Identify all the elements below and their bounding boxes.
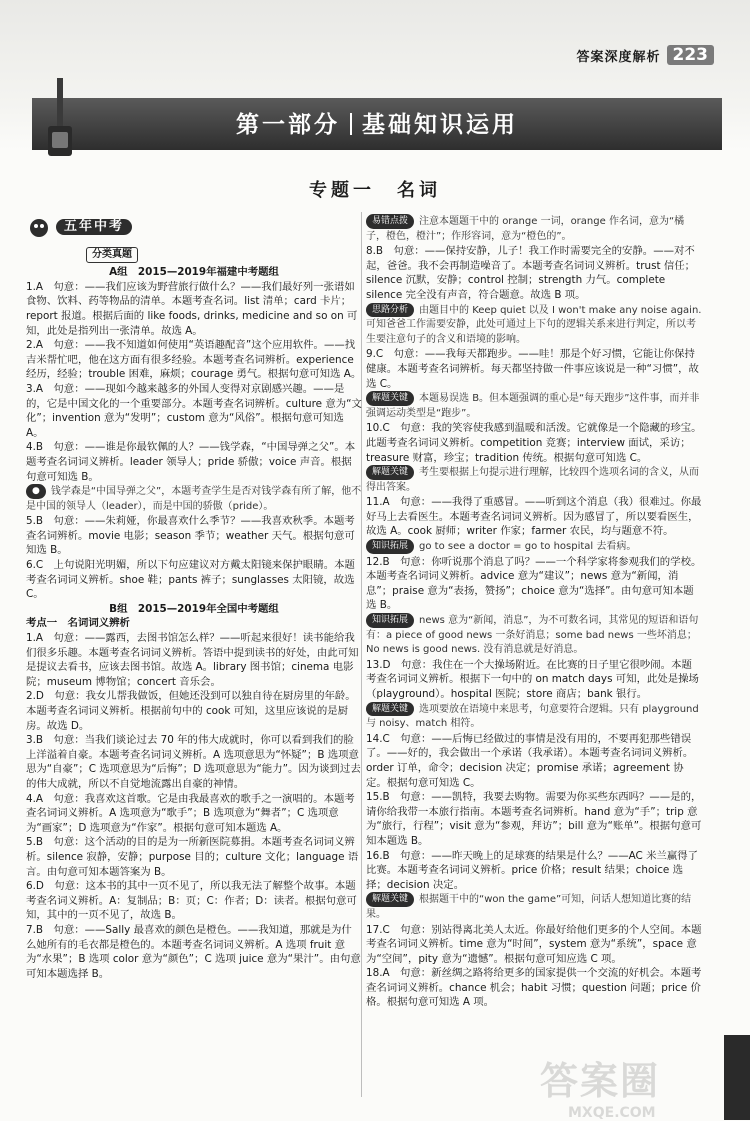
watermark (540, 1050, 720, 1121)
note-text: 根据题干中的“won the game”可知，问话人想知道比赛的结果。 (366, 894, 692, 920)
item-note (366, 702, 702, 732)
section-title: 专题一 名词 (309, 180, 441, 201)
note-pill: 知识拓展 (366, 539, 414, 554)
note-pill: 解题关键 (366, 465, 414, 480)
page-number: 223 (667, 45, 715, 65)
answer-item: 1.A 句意：——我们应该为野营旅行做什么？——我们最好列一张谱如食物、饮料、药等物品的清单。本题考查名词。list 清单；card 卡片；report 报道。根据后面的 like foods, drinks, medicine and so on 可知，此处是指列出一张清单。故选 A。 (26, 280, 358, 337)
answer-item: 2.D 句意：我女儿帮我做饭，但她还没到可以独自待在厨房里的年龄。本题考查名词词义辨析。根据前句中的 cook 可知，这里应该说的是厨房。故选 D。 (26, 690, 356, 732)
answer-item: 6.D 句意：这本书的其中一页不见了，所以我无法了解整个故事。本题考查名词义辨析。A：复制品；B：页；C：作者；D：读者。根据句意可知，其中的一页不见了，故选 B。 (26, 880, 357, 922)
note-pill: 解题关键 (366, 702, 414, 717)
item-note (366, 303, 702, 348)
answer-item: 11.A 句意：——我得了重感冒。——听到这个消息（我）很难过。你最好马上去看医生。本题考查名词词义辨析。因为感冒了，所以要看医生，故选 A。cook 厨师；writer 作家；farmer 农民，均与题意不符。 (366, 496, 702, 538)
page-header (576, 44, 714, 66)
answer-item: 16.B 句意：——昨天晚上的足球赛的结果是什么？——AC 米兰赢得了比赛。本题考查名词词义辨析。price 价格；result 结果；choice 选择；decision 决定。 (366, 849, 699, 891)
answer-item: 13.D 句意：我住在一个大操场附近。在比赛的日子里它很吵闹。本题考查名词词义辨析。根据下一句中的 on match days 可知，此处是操场（playground）。hospital 医院；store 商店；bank 银行。 (366, 658, 699, 700)
note-pill: 解题关键 (366, 892, 414, 907)
answer-item: 15.B 句意：——凯特，我要去购物。需要为你买些东西吗？——是的，请你给我带一本旅行指南。本题考查名词辨析。hand 意为“手”；trip 意为“旅行，行程”；visit 意为“参观，拜访”；bill 意为“账单”。根据句意可知本题选 B。 (366, 791, 702, 847)
answer-item: 6.C 上句说阳光明媚，所以下句应建议对方戴太阳镜来保护眼睛。本题考查名词词义辨析。shoe 鞋；pants 裤子；sunglasses 太阳镜，故选 C。 (26, 559, 355, 601)
answer-item: 10.C 句意：我的笑容使我感到温暖和活泼。它就像是一个隐藏的珍宝。此题考查名词词义辨析。competition 竞赛；interview 面试，采访；treasure 财富，珍宝；tradition 传统。根据句意可知选 C。 (366, 422, 702, 464)
group-a-title: A组 2015—2019年福建中考题组 (109, 266, 279, 279)
mascot-icon (26, 216, 52, 238)
page-edge-tab (724, 1035, 750, 1120)
answer-item: 12.B 句意：你听说那个消息了吗？——一个科学家将参观我们的学校。本题考查名词词义辨析。advice 意为“建议”；news 意为“新闻，消息”；praise 意为“表扬，赞扬”；choice 意为“选择”。由句意可知本题选 B。 (366, 555, 702, 612)
sub-badge: 分类真题 (86, 247, 138, 264)
answer-item: 1.A 句意：——露西，去图书馆怎么样？——听起来很好！读书能给我们很多乐趣。本题考查名词词义辨析。答语中提到读书的好处，由此可知是提议去看书，应该去图书馆。故选 A。library 图书馆；cinema 电影院；museum 博物馆；concert 音乐会。 (26, 632, 359, 688)
note-text: go to see a doctor = go to hospital 去看病。 (419, 541, 637, 553)
item-note (366, 539, 702, 555)
banner-subtitle: 基础知识运用 (362, 112, 518, 138)
badge-title: 五年中考 (56, 219, 132, 236)
banner-separator (350, 113, 352, 135)
note-text: 钱学森是“中国导弹之父”，本题考查学生是否对钱学森有所了解，他不是中国的领导人（leader），而是中国的骄傲（pride）。 (26, 486, 362, 512)
answer-item: 4.B 句意：——谁是你最钦佩的人？——钱学森，“中国导弹之父”。本题考查名词词义辨析。leader 领导人；pride 骄傲；voice 声音。根据句意可知选 B。 (26, 441, 356, 483)
note-text: 由题目中的 Keep quiet 以及 I won't make any noise again. 可知爸爸工作需要安静，此处可通过上下句的逻辑关系来进行判定，所以考生要注意句子的含义和语境的影响。 (366, 304, 702, 345)
answer-item: 3.B 句意：当我们谈论过去 70 年的伟大成就时，你可以看到我们的脸上洋溢着自豪。本题考查名词词义辨析。A 选项意思为“怀疑”；B 选项意思为“自豪”；C 选项意思为“后悔”；D 选项意思为“能力”。因为谈到过去的伟大成就，所以不自觉地流露出自豪的神情。 (26, 734, 361, 790)
part-banner (32, 98, 722, 150)
right-column (366, 214, 702, 1010)
item-note (366, 613, 702, 658)
answer-item: 2.A 句意：——我不知道如何使用“英语趣配音”这个应用软件。——找吉米帮忙吧，他在这方面有很多经验。本题考查名词辨析。experience 经历，经验；trouble 困难，麻烦；courage 勇气。根据句意可知选 A。 (26, 339, 362, 381)
item-note (366, 892, 702, 922)
watermark-url: MXQE.COM (568, 1105, 656, 1121)
answer-item: 8.B 句意：——保持安静，儿子！我工作时需要完全的安静。——对不起，爸爸。我不会再制造噪音了。本题考查名词词义辨析。trust 信任；silence 沉默，安静；control 控制；strength 力气。complete silence 完全没有声音，符合题意。故选 B 项。 (366, 245, 696, 301)
item-note (26, 484, 362, 514)
note-text: news 意为“新闻，消息”，为不可数名词，其常见的短语和语句有：a piece of good news 一条好消息；some bad news 一些坏消息；No news is good news. 没有消息就是好消息。 (366, 615, 699, 656)
item-note (366, 391, 702, 421)
group-b-title: B组 2015—2019年全国中考题组 (109, 602, 279, 615)
answer-item: 3.A 句意：——现如今越来越多的外国人变得对京剧感兴趣。——是的，它是中国文化的一个重要部分。本题考查名词辨析。culture 意为“文化”；invention 意为“发明”；custom 意为“风俗”。根据句意可知选 A。 (26, 382, 362, 439)
note-text: 选项要放在语境中来思考，句意要符合逻辑。只有 playground 与 noisy、match 相符。 (366, 703, 699, 730)
left-column (26, 214, 362, 981)
answer-item: 18.A 句意：新丝绸之路将给更多的国家提供一个交流的好机会。本题考查名词词义辨析。chance 机会；habit 习惯；question 问题；price 价格。根据句意可知选 A 项。 (366, 967, 702, 1009)
note-text: 注意本题题干中的 orange 一词，orange 作名词，意为“橘子，橙色，橙汁”；作形容词，意为“橙色的”。 (366, 216, 685, 242)
five-year-badge (26, 216, 132, 238)
answer-item: 4.A 句意：我喜欢这首歌。它是由我最喜欢的歌手之一演唱的。本题考查名词词义辨析。A 选项意为“歌手”；B 选项意为“舞者”；C 选项意为“画家”；D 选项意为“作家”。根据句意可知本题选 A。 (26, 792, 355, 834)
note-pill: ● (26, 484, 46, 499)
note-pill: 易错点拨 (366, 214, 414, 229)
note-text: 本题易误选 B。但本题强调的重心是“每天跑步”这件事，而并非强调运动类型是“跑步”。 (366, 393, 700, 419)
watermark-logo: 答案圈 (540, 1059, 661, 1103)
item-note (366, 465, 702, 495)
banner-title (32, 106, 722, 139)
note-pill: 解题关键 (366, 391, 414, 406)
answer-item: 17.C 句意：别站得离北美人太近。你最好给他们更多的个人空间。本题考查名词词义辨析。time 意为“时间”，system 意为“系统”，space 意为“空间”，pity 意为“遗憾”。根据句意可知应选 C 项。 (366, 923, 702, 965)
topic-heading: 考点一 名词词义辨析 (26, 617, 130, 630)
lamp-icon (40, 76, 80, 158)
note-pill: 知识拓展 (366, 613, 414, 628)
item-note (366, 214, 702, 244)
header-label: 答案深度解析 (576, 49, 661, 65)
answer-item: 5.B 句意：这个活动的目的是为一所新医院募捐。本题考查名词词义辨析。silence 寂静，安静；purpose 目的；culture 文化；language 语言。由句意可知本题答案为 B。 (26, 836, 359, 878)
answer-item: 14.C 句意：——后悔已经做过的事情是没有用的，不要再犯那些错误了。——好的，我会做出一个承诺（我承诺）。本题考查名词词义辨析。order 订单，命令；decision 决定；promise 承诺；agreement 协定。根据句意可知选 C。 (366, 732, 694, 789)
answer-item: 9.C 句意：——我每天都跑步。——哇！那是个好习惯，它能让你保持健康。本题考查名词辨析。每天都坚持做一件事应该说是一种“习惯”，故选 C。 (366, 348, 699, 390)
note-pill: 思路分析 (366, 303, 414, 318)
banner-part: 第一部分 (236, 112, 340, 138)
note-text: 考生要根据上句提示进行理解，比较四个选项名词的含义，从而得出答案。 (366, 467, 700, 493)
answer-item: 5.B 句意：——朱莉娅，你最喜欢什么季节？——我喜欢秋季。本题考查名词辨析。movie 电影；season 季节；weather 天气。根据句意可知选 B。 (26, 515, 355, 557)
answer-item: 7.B 句意：——Sally 最喜欢的颜色是橙色。——我知道，那就是为什么她所有的毛衣都是橙色的。本题考查名词词义辨析。A 选项 fruit 意为“水果”；B 选项 color 意为“颜色”；C 选项 juice 意为“果汁”。由句意可知本题选择 B。 (26, 923, 361, 980)
